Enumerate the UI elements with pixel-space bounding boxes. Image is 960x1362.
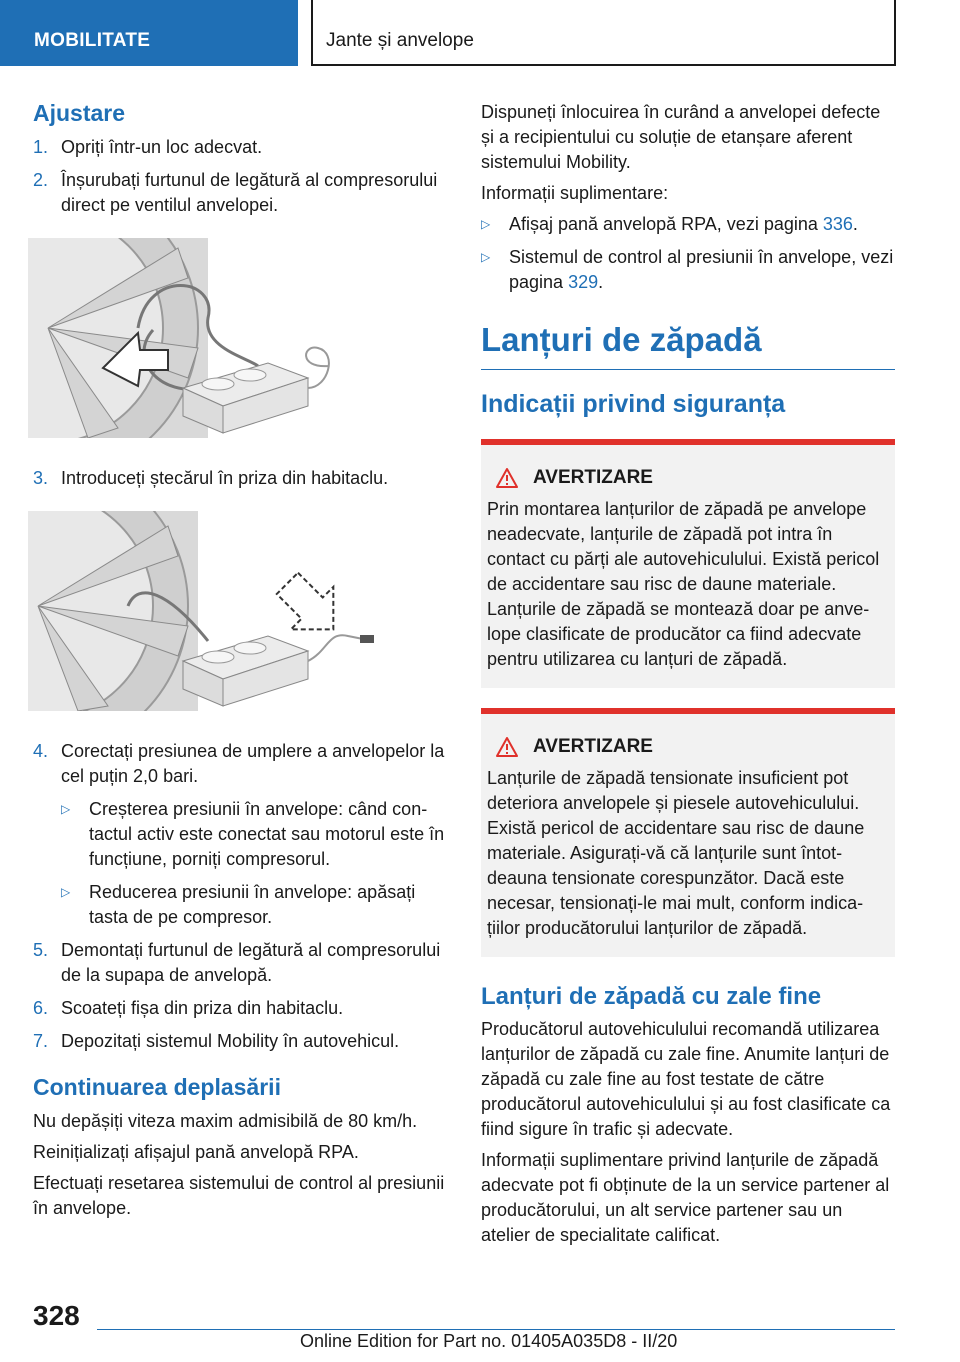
warning-title-text: AVERTIZARE bbox=[533, 467, 653, 488]
warning-text: Prin montarea lanțurilor de zăpadă pe anvelope neadecvate, lanțurile de zăpadă pot intra în contact cu părți ale autovehiculului. Există pericol de accidentare sau risc de daune materiale. Lanțurile de zăpadă se montează doar pe anvelope clasificate de producător ca fiind adecvate pentru utilizarea cu lanțuri de zăpadă. bbox=[487, 499, 880, 669]
page-header bbox=[0, 0, 960, 66]
step-number: 3. bbox=[33, 468, 49, 488]
step-item bbox=[33, 135, 450, 160]
triangle-bullet-icon: ▷ bbox=[61, 802, 71, 816]
step-item bbox=[33, 466, 450, 491]
step-number: 7. bbox=[33, 1031, 49, 1051]
paragraph: Reinițializați afișajul pană anvelopă RPA. bbox=[33, 1142, 359, 1162]
bullet-text bbox=[509, 245, 895, 295]
bullet-text bbox=[509, 212, 858, 237]
bullet-text-end: . bbox=[852, 214, 858, 234]
bullet-text-end: . bbox=[598, 272, 604, 292]
step-item bbox=[33, 739, 450, 789]
warning-triangle-icon bbox=[495, 467, 519, 489]
bullet-text: Reducerea presiunii în anvelope: apăsați tasta de pe compresor. bbox=[89, 882, 416, 927]
illustration-plug-socket bbox=[28, 511, 418, 711]
triangle-bullet-icon: ▷ bbox=[61, 885, 71, 899]
page-link-336[interactable]: 336 bbox=[822, 214, 853, 234]
chains-heading: Lanțuri de zăpadă bbox=[481, 321, 895, 370]
step-text: Scoateți fișa din priza din habitaclu. bbox=[61, 998, 344, 1018]
left-column bbox=[33, 100, 450, 1227]
sub-bullet bbox=[61, 880, 450, 930]
bullet-text: Creșterea presiunii în anvelope: când contactul activ este conectat sau motorul este în funcțiune, porniți compresorul. bbox=[89, 799, 445, 869]
adjust-heading: Ajustare bbox=[33, 100, 126, 126]
step-item bbox=[33, 996, 450, 1021]
edition-text: Online Edition for Part no. 01405A035D8 - II/20 bbox=[300, 1331, 678, 1351]
right-column bbox=[481, 100, 895, 1254]
step-text: Demontați furtunul de legătură al compresorului de la supapa de anvelopă. bbox=[61, 940, 441, 985]
step-item bbox=[33, 168, 450, 218]
page-number: 328 bbox=[33, 1300, 80, 1331]
chapter-title: Jante și anvelope bbox=[311, 0, 896, 66]
footer-divider bbox=[97, 1329, 895, 1330]
info-bullet bbox=[481, 212, 895, 237]
step-number: 4. bbox=[33, 741, 49, 761]
step-number: 6. bbox=[33, 998, 49, 1018]
warning-text: Lanțurile de zăpadă tensionate insuficient pot deteriora anvelopele și piesele autovehiculului. Există pericol de accidentare sau risc de daune materiale. Asigurați-vă că lanțurile sunt întotdeauna tensionate corespunzător. Dacă este necesar, tensionați-le mai mult, conform indicațiilor producătorului lanțurilor de zăpadă. bbox=[487, 768, 865, 938]
safety-heading: Indicații privind siguranța bbox=[481, 390, 786, 418]
step-text: Opriți într-un loc adecvat. bbox=[61, 137, 263, 157]
paragraph: Producătorul autovehiculului recomandă utilizarea lanțurilor de zăpadă cu zale fine. Anumite lanțuri de zăpadă cu zale fine au fost testate de către producătorul autovehiculului și au fost clasificate ca fiind sigure în trafic și adecvate. bbox=[481, 1019, 891, 1139]
warning-box bbox=[481, 439, 895, 688]
step-item bbox=[33, 1029, 450, 1054]
intro-paragraph: Dispuneți înlocuirea în curând a anvelopei defecte și a recipientului cu soluție de etanșare aferent sistemului Mobility. bbox=[481, 102, 881, 172]
warning-title bbox=[495, 467, 887, 489]
paragraph: Efectuați resetarea sistemului de control al presiunii în anvelope. bbox=[33, 1173, 445, 1218]
paragraph: Nu depășiți viteza maxim admisibilă de 80 km/h. bbox=[33, 1111, 418, 1131]
tire-compressor-illustration-2 bbox=[28, 511, 418, 711]
triangle-bullet-icon: ▷ bbox=[481, 217, 491, 231]
warning-title bbox=[495, 736, 887, 758]
step-number: 2. bbox=[33, 170, 49, 190]
page-link-329[interactable]: 329 bbox=[568, 272, 599, 292]
bullet-text-body: Sistemul de control al presiunii în anvelope, vezi pagina bbox=[509, 247, 894, 292]
step-text: Înșurubați furtunul de legătură al compresorului direct pe ventilul anvelopei. bbox=[61, 170, 438, 215]
bullet-text-body: Afișaj pană anvelopă RPA, vezi pagina bbox=[509, 214, 823, 234]
tire-compressor-illustration-1 bbox=[28, 238, 418, 438]
paragraph: Informații suplimentare privind lanțurile de zăpadă adecvate pot fi obținute de la un service partener al producătorului, un alt service partener sau un atelier de specialitate calificat. bbox=[481, 1150, 890, 1245]
step-text: Corectați presiunea de umplere a anvelopelor la cel puțin 2,0 bari. bbox=[61, 741, 445, 786]
step-number: 5. bbox=[33, 940, 49, 960]
step-text: Depozitați sistemul Mobility în autovehicul. bbox=[61, 1031, 400, 1051]
illustration-hose-on-valve bbox=[28, 238, 418, 438]
step-item bbox=[33, 938, 450, 988]
section-tab: MOBILITATE bbox=[0, 0, 298, 66]
step-number: 1. bbox=[33, 137, 49, 157]
continue-heading: Continuarea deplasării bbox=[33, 1074, 281, 1100]
info-bullet bbox=[481, 245, 895, 295]
step-text: Introduceți ștecărul în priza din habitaclu. bbox=[61, 468, 389, 488]
warning-triangle-icon bbox=[495, 736, 519, 758]
warning-title-text: AVERTIZARE bbox=[533, 736, 653, 757]
sub-bullet bbox=[61, 797, 450, 872]
warning-box bbox=[481, 708, 895, 957]
info-label: Informații suplimentare: bbox=[481, 183, 669, 203]
triangle-bullet-icon: ▷ bbox=[481, 250, 491, 264]
fine-chains-heading: Lanțuri de zăpadă cu zale fine bbox=[481, 983, 822, 1010]
